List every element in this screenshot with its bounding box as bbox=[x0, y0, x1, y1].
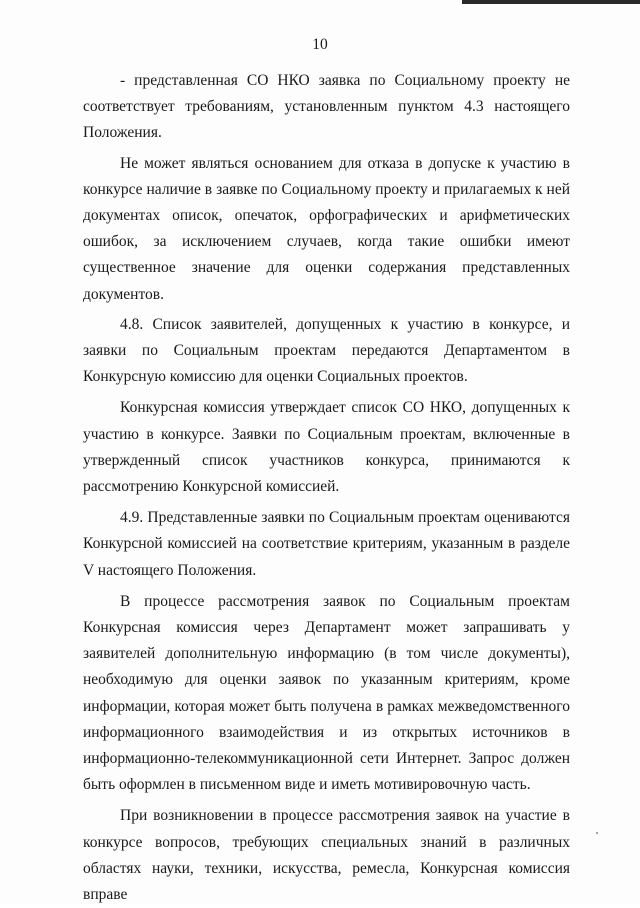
scan-edge-mark bbox=[462, 0, 640, 4]
paragraph-4-8: 4.8. Список заявителей, допущенных к участию в конкурсе, и заявки по Социальным проектам передаются Департаментом в Конкурсную комиссию для оценки Социальных проектов. bbox=[83, 315, 570, 386]
paragraph-commission-approval: Конкурсная комиссия утверждает список СО НКО, допущенных к участию в конкурсе. Заявки по Социальным проектам, включенные в утвержденный список участников конкурса, принимаются к рассмотрению Конкурсной комиссией. bbox=[83, 399, 570, 496]
document-body bbox=[83, 68, 570, 908]
scan-speck bbox=[596, 832, 598, 834]
paragraph-refusal-grounds: Не может являться основанием для отказа в допуске к участию в конкурсе наличие в заявке по Социальному проекту и прилагаемых к ней документах описок, опечаток, орфографических и арифметических ошибок, за исключением случаев, когда такие ошибки имеют существенное значение для оценки содержания представленных документов. bbox=[83, 154, 570, 303]
paragraph-special-knowledge: При возникновении в процессе рассмотрения заявок на участие в конкурсе вопросов, требующих специальных знаний в различных областях науки, техники, искусства, ремесла, Конкурсная комиссия вправе bbox=[83, 807, 570, 904]
paragraph-review-process: В процессе рассмотрения заявок по Социальным проектам Конкурсная комиссия через Департамент может запрашивать у заявителей дополнительную информацию (в том числе документы), необходимую для оценки заявок по указанным критериям, кроме информации, которая может быть получена в рамках межведомственного информационного взаимодействия и из открытых источников в информационно-телекоммуникационной сети Интернет. Запрос должен быть оформлен в письменном виде и иметь мотивировочную часть. bbox=[83, 592, 570, 794]
paragraph-4-9: 4.9. Представленные заявки по Социальным проектам оцениваются Конкурсной комиссией на соответствие критериям, указанным в разделе V настоящего Положения. bbox=[83, 509, 570, 579]
paragraph-condition-item: - представленная СО НКО заявка по Социальному проекту не соответствует требованиям, установленным пунктом 4.3 настоящего Положения. bbox=[83, 72, 570, 142]
page-number: 10 bbox=[312, 36, 328, 53]
